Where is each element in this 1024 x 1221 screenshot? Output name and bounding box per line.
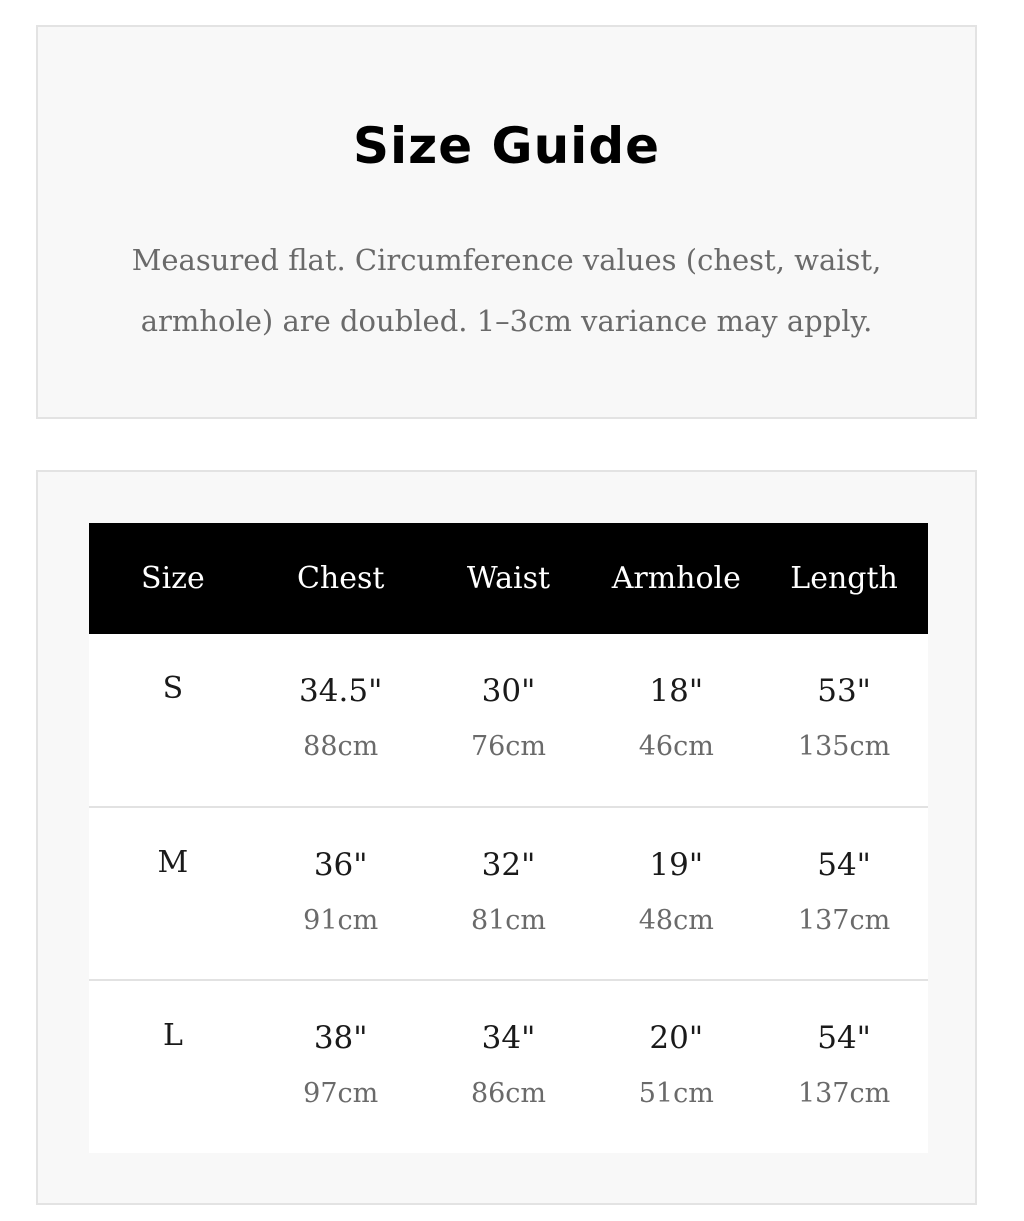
length-cm: 137cm [797,1078,891,1109]
length-cell [760,807,928,980]
armhole-inches: 19" [649,847,704,883]
size-cell [89,980,257,1153]
size-table [89,523,928,1153]
length-cm: 135cm [797,731,891,762]
table-row [89,807,928,980]
chest-inches: 34.5" [299,673,383,709]
armhole-cm: 51cm [638,1078,714,1109]
size-label: M [157,845,189,880]
waist-cm: 76cm [470,731,547,762]
chest-cell [257,634,425,807]
size-cell [89,807,257,980]
waist-cm: 81cm [470,905,547,936]
size-label: L [162,1018,183,1053]
chest-cell [257,807,425,980]
header-length: Length [790,561,898,596]
measurement-note: Measured flat. Circumference values (chest, waist, armhole) are doubled. 1–3cm variance may apply. [131,243,882,338]
length-cell [760,634,928,807]
chest-inches: 36" [313,847,368,883]
table-header-row [89,523,928,634]
header-chest: Chest [296,561,385,596]
size-guide-info-card [36,25,977,419]
table-row [89,980,928,1153]
waist-inches: 32" [481,847,536,883]
length-cell [760,980,928,1153]
armhole-cell [592,807,760,980]
chest-cm: 91cm [303,905,379,936]
size-cell [89,634,257,807]
armhole-cell [592,634,760,807]
armhole-inches: 20" [649,1020,704,1056]
waist-cell [425,634,593,807]
page-title: Size Guide [352,117,661,175]
armhole-cm: 48cm [638,905,714,936]
length-inches: 54" [817,1020,871,1056]
length-inches: 53" [817,673,871,709]
waist-cm: 86cm [470,1078,547,1109]
table-row [89,634,928,807]
armhole-cell [592,980,760,1153]
length-cm: 137cm [797,905,891,936]
armhole-inches: 18" [649,673,704,709]
length-inches: 54" [817,847,871,883]
header-size: Size [141,561,205,596]
chest-cm: 97cm [303,1078,379,1109]
waist-cell [425,980,593,1153]
chest-cm: 88cm [303,731,379,762]
header-waist: Waist [466,561,551,596]
chest-cell [257,980,425,1153]
header-armhole: Armhole [611,561,741,596]
waist-inches: 34" [481,1020,536,1056]
waist-inches: 30" [481,673,536,709]
waist-cell [425,807,593,980]
armhole-cm: 46cm [638,731,714,762]
size-label: S [162,671,184,706]
size-table-card [36,470,977,1205]
chest-inches: 38" [313,1020,368,1056]
